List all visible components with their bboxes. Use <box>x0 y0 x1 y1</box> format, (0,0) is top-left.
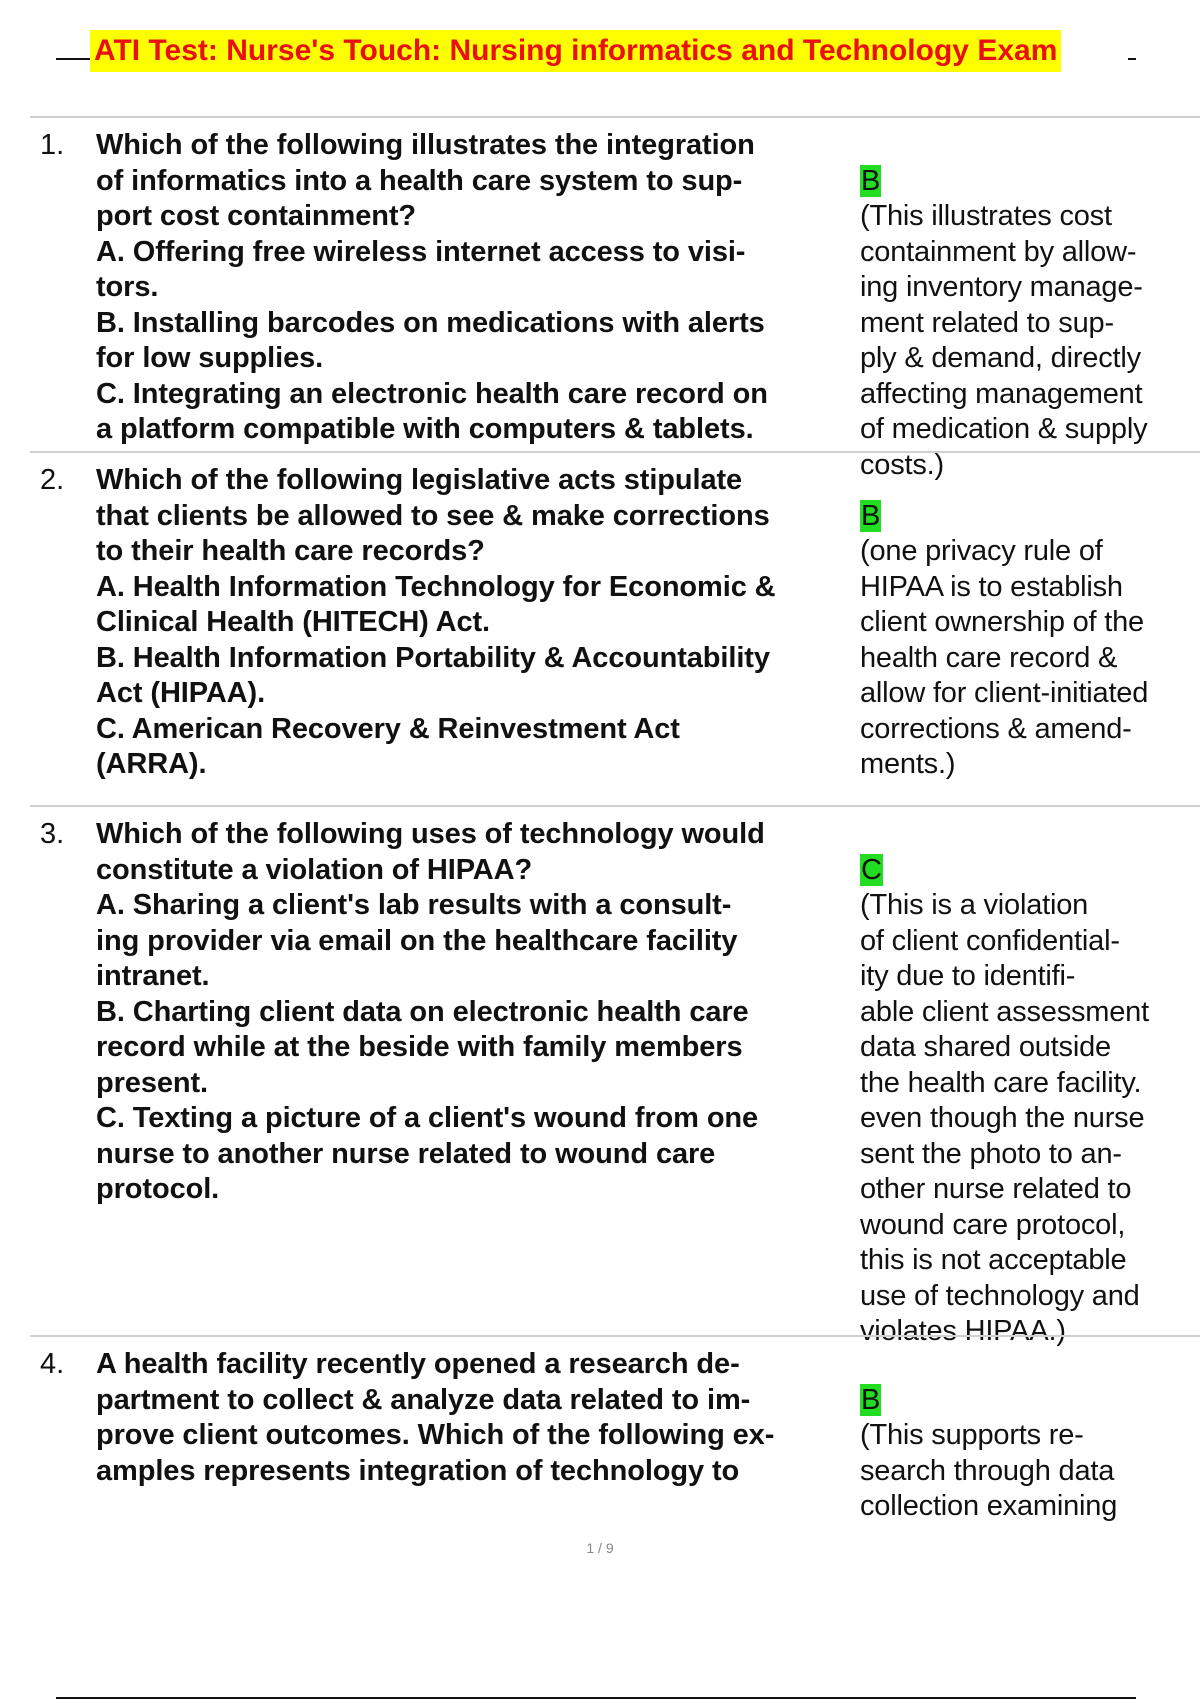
question-text: Which of the following illustrates the integration of informatics into a health care system to sup- port cost containment? A. Offering free wireless internet access to visi- tors. B. Installing barcodes on medications with alerts for low supplies. C. Integrating an electronic health care record on a platform compatible with computers & tablets. <box>96 129 768 445</box>
answer-letter: B <box>861 1383 881 1416</box>
answer-rationale: (one privacy rule of HIPAA is to establish client ownership of the health care record & allow for client-initiated corrections & amend- ments.) <box>860 535 1149 780</box>
answer-column <box>860 817 1180 1347</box>
question-item-4 <box>30 1335 1200 1522</box>
question-item-1 <box>30 116 1200 481</box>
answer-rationale: (This illustrates cost containment by allow- ing inventory manage- ment related to sup- ply & demand, directly affecting management of medication & supply costs.) <box>860 200 1148 481</box>
answer-column <box>860 128 1180 481</box>
question-number: 4. <box>40 1348 65 1380</box>
document-title: ATI Test: Nurse's Touch: Nursing informatics and Technology Exam <box>90 30 1061 72</box>
question-item-2 <box>30 451 1200 805</box>
question-number: 1. <box>40 129 65 161</box>
answer-letter: B <box>861 164 881 197</box>
header-rule-left <box>56 58 90 60</box>
answer-letter: C <box>861 853 882 886</box>
answer-letter: B <box>861 499 881 532</box>
answer-rationale: (This is a violation of client confidential- ity due to identifi- able client assessment data shared outside the health care facility. even though the nurse sent the photo to an- other nurse related to wound care protocol, this is not acceptable use of technology and violates HIPAA.) <box>860 889 1149 1347</box>
question-text: Which of the following uses of technology would constitute a violation of HIPAA? A. Sharing a client's lab results with a consult- ing provider via email on the healthcare facility intranet. B. Charting client data on electronic health care record while at the beside with family members present. C. Texting a picture of a client's wound from one nurse to another nurse related to wound care protocol. <box>96 818 765 1205</box>
question-number: 3. <box>40 818 65 850</box>
answer-column <box>860 463 1180 805</box>
question-item-3 <box>30 805 1200 1347</box>
answer-rationale: (This supports re- search through data collection examining <box>860 1419 1118 1522</box>
question-text: Which of the following legislative acts stipulate that clients be allowed to see & make corrections to their health care records? A. Health Information Technology for Economic & Clinical Health (HITECH) Act. B. Health Information Portability & Accountability Act (HIPAA). C. American Recovery & Reinvestment Act (ARRA). <box>96 464 776 780</box>
header-rule-right <box>1128 58 1136 60</box>
page-number: 1 / 9 <box>586 1540 614 1556</box>
question-text: A health facility recently opened a research de- partment to collect & analyze data related to im- prove client outcomes. Which of the following ex- amples represents integration of technology to <box>96 1348 775 1487</box>
question-list <box>30 116 1200 1522</box>
question-number: 2. <box>40 464 65 496</box>
page-header <box>56 30 1136 72</box>
footer-rule <box>56 1697 1136 1699</box>
answer-column <box>860 1347 1180 1522</box>
